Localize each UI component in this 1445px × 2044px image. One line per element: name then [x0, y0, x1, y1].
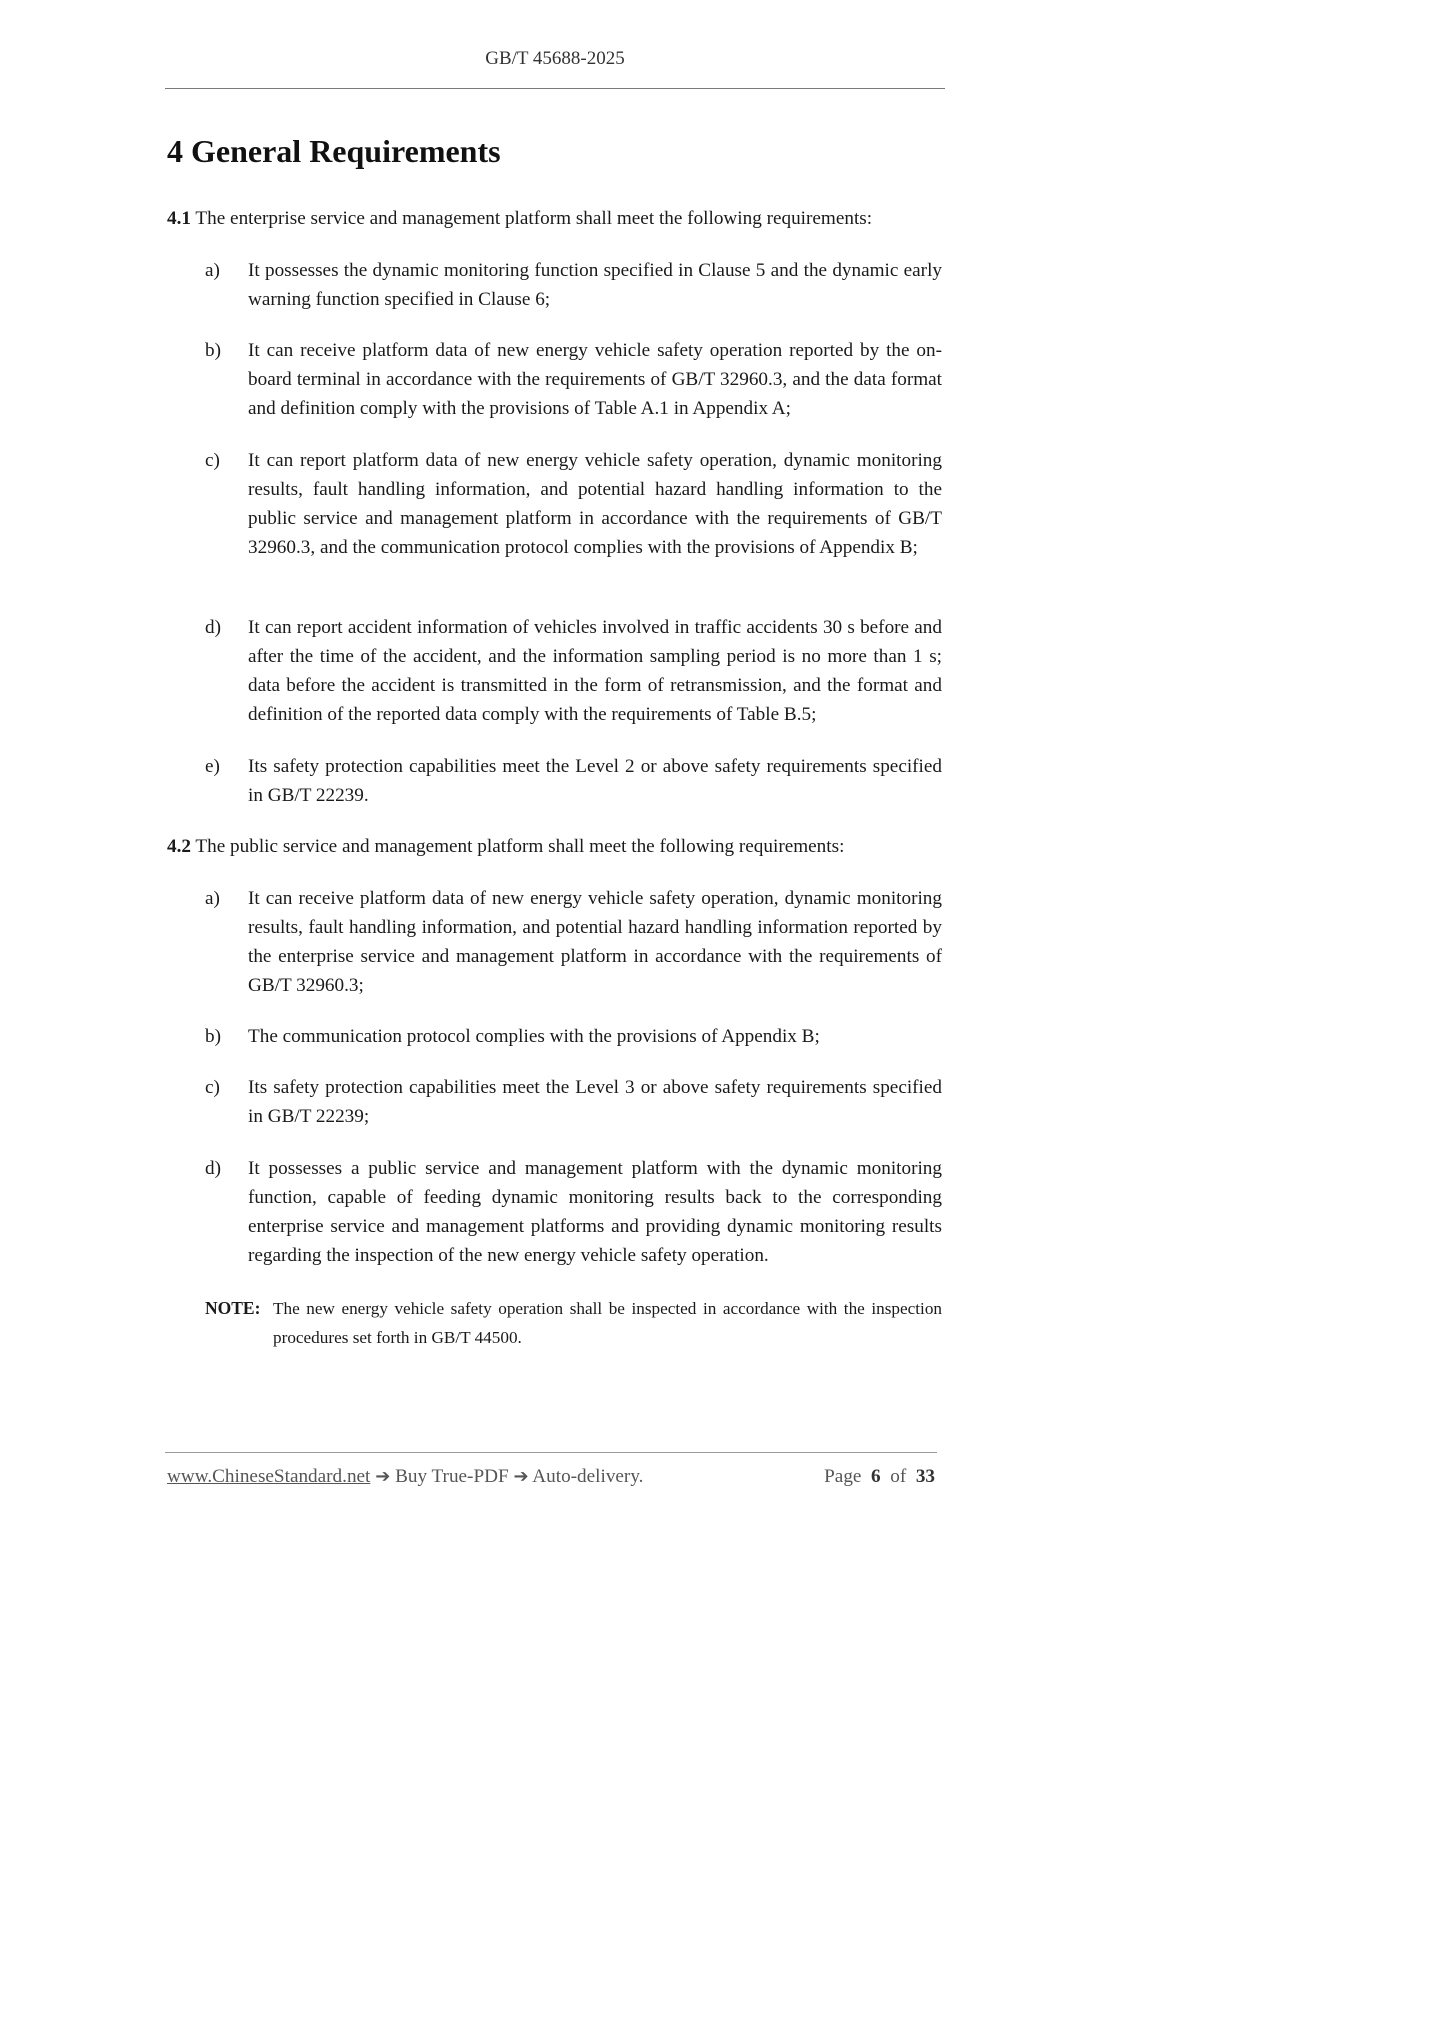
clause-intro-text: The public service and management platform shall meet the following requirements: — [190, 836, 845, 857]
page-number — [824, 1466, 935, 1488]
list-item-marker: d) — [205, 617, 221, 638]
list-item-text: It can report accident information of vehicles involved in traffic accidents 30 s before and after the time of the accident, and the information sampling period is no more than 1 s; data before the accident is transmitted in the form of retransmission, and the format and definition of the reported data comply with the requirements of Table B.5; — [248, 617, 942, 725]
header-divider — [165, 88, 945, 89]
list-item — [205, 613, 942, 729]
clause-intro-text: The enterprise service and management platform shall meet the following requirements: — [190, 208, 873, 229]
list-item — [205, 752, 942, 810]
list-item-text: Its safety protection capabilities meet the Level 3 or above safety requirements specified in GB/T 22239; — [248, 1077, 942, 1127]
list-item — [205, 1154, 942, 1270]
of-word: of — [890, 1466, 907, 1487]
clause-4-1-intro — [167, 204, 942, 233]
list-item — [205, 336, 942, 423]
arrow-right-icon: ➔ — [513, 1466, 529, 1487]
list-item-marker: b) — [205, 1026, 221, 1047]
clause-number: 4.2 — [167, 836, 191, 857]
list-item — [205, 884, 942, 1000]
list-item — [205, 256, 942, 314]
list-item-marker: c) — [205, 1077, 220, 1098]
list-item-text: It can receive platform data of new energy vehicle safety operation reported by the on-board terminal in accordance with the requirements of GB/T 32960.3, and the data format and definition comply with the provisions of Table A.1 in Appendix A; — [248, 340, 942, 419]
list-item-text: It can receive platform data of new energy vehicle safety operation, dynamic monitoring results, fault handling information, and potential hazard handling information reported by the enterprise service and management platform in accordance with the requirements of GB/T 32960.3; — [248, 888, 942, 996]
buy-text: Buy True-PDF — [390, 1466, 514, 1487]
list-item — [205, 1073, 942, 1131]
list-item-marker: b) — [205, 340, 221, 361]
list-item-text: It possesses a public service and management platform with the dynamic monitoring function, capable of feeding dynamic monitoring results back to the corresponding enterprise service and management platforms and providing dynamic monitoring results regarding the inspection of the new energy vehicle safety operation. — [248, 1158, 942, 1266]
delivery-text: Auto-delivery. — [528, 1466, 644, 1487]
page-current: 6 — [871, 1466, 881, 1487]
list-item-text: It can report platform data of new energy vehicle safety operation, dynamic monitoring results, fault handling information, and potential hazard handling information to the public service and management platform in accordance with the requirements of GB/T 32960.3, and the communication protocol complies with the provisions of Appendix B; — [248, 450, 942, 558]
list-item-marker: e) — [205, 756, 220, 777]
list-item — [205, 446, 942, 562]
list-item-text: Its safety protection capabilities meet the Level 2 or above safety requirements specified in GB/T 22239. — [248, 756, 942, 806]
list-item-marker: a) — [205, 260, 220, 281]
section-title: 4 General Requirements — [167, 133, 501, 169]
clause-4-2-intro — [167, 832, 942, 861]
list-item-marker: d) — [205, 1158, 221, 1179]
note-label: NOTE: — [205, 1298, 261, 1318]
footer-divider — [165, 1452, 937, 1453]
arrow-right-icon: ➔ — [375, 1466, 391, 1487]
clause-number: 4.1 — [167, 208, 191, 229]
list-item-text: The communication protocol complies with the provisions of Appendix B; — [248, 1026, 820, 1047]
note-text: The new energy vehicle safety operation shall be inspected in accordance with the inspection procedures set forth in GB/T 44500. — [273, 1299, 942, 1347]
list-item — [205, 1022, 942, 1051]
list-item-marker: c) — [205, 450, 220, 471]
page-word: Page — [824, 1466, 862, 1487]
list-item-text: It possesses the dynamic monitoring function specified in Clause 5 and the dynamic early warning function specified in Clause 6; — [248, 260, 942, 310]
page-total: 33 — [915, 1466, 935, 1487]
footer-promo — [167, 1466, 643, 1488]
document-id-header: GB/T 45688-2025 — [485, 48, 625, 69]
site-link[interactable]: www.ChineseStandard.net — [167, 1466, 371, 1487]
note-block — [205, 1294, 942, 1352]
list-item-marker: a) — [205, 888, 220, 909]
